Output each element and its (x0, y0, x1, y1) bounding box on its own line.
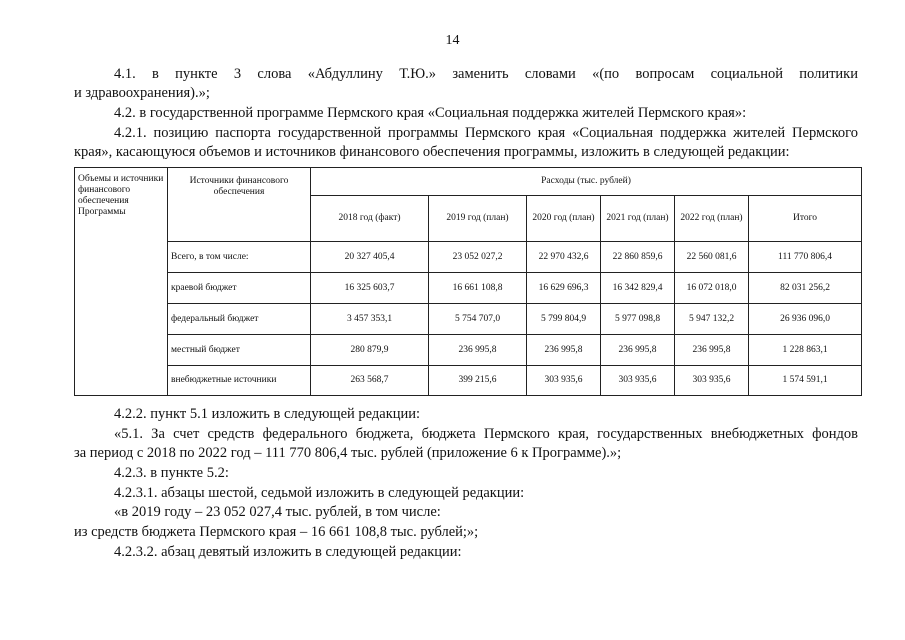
paragraph-4-2-1-cont: края», касающуюся объемов и источников финансового обеспечения программы, изложить в следующей редакции: (74, 144, 790, 160)
paragraph-4-2-1: 4.2.1. позицию паспорта государственной программы Пермского края «Социальная поддержка жителей Пермского (114, 125, 858, 141)
paragraph-4-1: 4.1. в пункте 3 слова «Абдуллину Т.Ю.» заменить словами «(по вопросам социальной политики (114, 66, 858, 82)
row-label: федеральный бюджет (168, 304, 311, 335)
table-cell: 5 977 098,8 (601, 304, 675, 335)
table-row (75, 304, 862, 335)
table-cell: 16 325 603,7 (311, 273, 429, 304)
column-header: Итого (749, 196, 862, 242)
table-cell: 236 995,8 (429, 335, 527, 366)
table-cell: 303 935,6 (601, 366, 675, 396)
paragraph-4-2-3-1: 4.2.3.1. абзацы шестой, седьмой изложить в следующей редакции: (114, 485, 525, 501)
row-label: краевой бюджет (168, 273, 311, 304)
table-cell: 236 995,8 (527, 335, 601, 366)
table-cell: 5 754 707,0 (429, 304, 527, 335)
sources-header: Источники финансового обеспечения (168, 168, 311, 242)
financing-table (74, 167, 862, 396)
table-cell: 16 629 696,3 (527, 273, 601, 304)
column-header: 2022 год (план) (675, 196, 749, 242)
table-cell: 1 228 863,1 (749, 335, 862, 366)
row-label: внебюджетные источники (168, 366, 311, 396)
paragraph-4-2: 4.2. в государственной программе Пермского края «Социальная поддержка жителей Пермского края»: (114, 105, 747, 121)
paragraph-4-2-2: 4.2.2. пункт 5.1 изложить в следующей редакции: (114, 406, 421, 422)
table-cell: 22 860 859,6 (601, 242, 675, 273)
paragraph-quote-2019: «в 2019 году – 23 052 027,4 тыс. рублей, в том числе: (114, 504, 441, 520)
table-cell: 111 770 806,4 (749, 242, 862, 273)
table-cell: 20 327 405,4 (311, 242, 429, 273)
table-row (75, 366, 862, 396)
table-cell: 5 799 804,9 (527, 304, 601, 335)
paragraph-4-2-3-2: 4.2.3.2. абзац девятый изложить в следующей редакции: (114, 544, 462, 560)
table-cell: 399 215,6 (429, 366, 527, 396)
table-cell: 22 560 081,6 (675, 242, 749, 273)
column-header: 2020 год (план) (527, 196, 601, 242)
table-cell: 82 031 256,2 (749, 273, 862, 304)
table-cell: 26 936 096,0 (749, 304, 862, 335)
page-number: 14 (445, 33, 460, 48)
table-cell: 16 661 108,8 (429, 273, 527, 304)
paragraph-quote-regional: из средств бюджета Пермского края – 16 661 108,8 тыс. рублей;»; (74, 524, 479, 540)
table-cell: 303 935,6 (527, 366, 601, 396)
paragraph-5-1-cont: за период с 2018 по 2022 год – 111 770 806,4 тыс. рублей (приложение 6 к Программе).»; (74, 445, 622, 461)
column-header: 2019 год (план) (429, 196, 527, 242)
table-row (75, 242, 862, 273)
table-cell: 22 970 432,6 (527, 242, 601, 273)
paragraph-4-2-3: 4.2.3. в пункте 5.2: (114, 465, 229, 481)
table-cell: 263 568,7 (311, 366, 429, 396)
table-cell: 280 879,9 (311, 335, 429, 366)
table-cell: 3 457 353,1 (311, 304, 429, 335)
table-cell: 16 072 018,0 (675, 273, 749, 304)
column-header: 2021 год (план) (601, 196, 675, 242)
table-cell: 236 995,8 (601, 335, 675, 366)
table-cell: 16 342 829,4 (601, 273, 675, 304)
table-cell: 303 935,6 (675, 366, 749, 396)
table-cell: 236 995,8 (675, 335, 749, 366)
table-row (75, 273, 862, 304)
table-cell: 5 947 132,2 (675, 304, 749, 335)
table-row (75, 335, 862, 366)
column-header: 2018 год (факт) (311, 196, 429, 242)
expenses-header: Расходы (тыс. рублей) (311, 168, 862, 196)
row-label: Всего, в том числе: (168, 242, 311, 273)
table-cell: 1 574 591,1 (749, 366, 862, 396)
table-cell: 23 052 027,2 (429, 242, 527, 273)
table-row-header: Объемы и источники финансового обеспечения Программы (75, 168, 168, 396)
paragraph-5-1: «5.1. За счет средств федерального бюджета, бюджета Пермского края, государственных внебюджетных фондов (114, 426, 858, 442)
paragraph-4-1-cont: и здравоохранения).»; (74, 85, 210, 101)
row-label: местный бюджет (168, 335, 311, 366)
